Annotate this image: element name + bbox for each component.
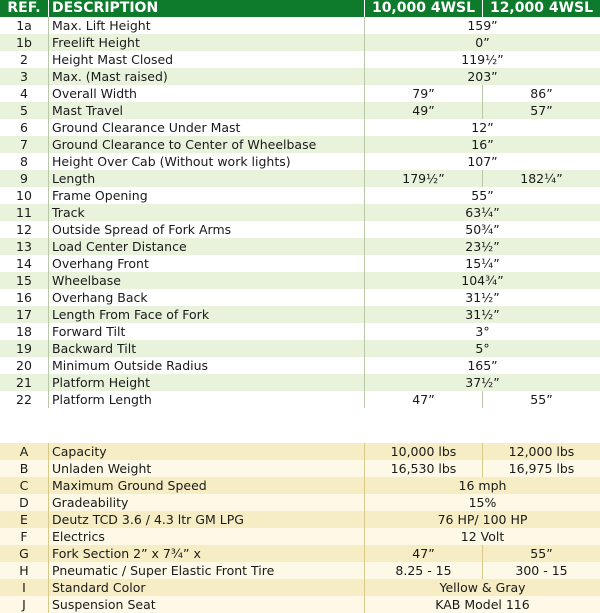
row-ref: 10: [0, 187, 49, 204]
row-ref: 7: [0, 136, 49, 153]
row-value-both: 31½”: [465, 307, 500, 322]
row-description: Ground Clearance Under Mast: [49, 119, 365, 136]
row-ref: 22: [0, 391, 49, 408]
row-ref: B: [0, 460, 49, 477]
row-value-10000: 79”: [365, 85, 483, 102]
row-value-both: 5°: [475, 341, 490, 356]
row-description: Platform Length: [49, 391, 365, 408]
row-value-12000: 12,000 lbs: [508, 444, 575, 459]
row-value-both: Yellow & Gray: [439, 580, 526, 595]
table-row: [0, 17, 600, 34]
row-description: Outside Spread of Fork Arms: [49, 221, 365, 238]
row-value-both: 203”: [467, 69, 498, 84]
row-description: Frame Opening: [49, 187, 365, 204]
row-value-both: 107”: [467, 154, 498, 169]
row-value-both: 37½”: [465, 375, 500, 390]
table-row: [0, 494, 600, 511]
table-row: [0, 357, 600, 374]
row-ref: 8: [0, 153, 49, 170]
row-description: Height Mast Closed: [49, 51, 365, 68]
row-ref: E: [0, 511, 49, 528]
row-ref: 5: [0, 102, 49, 119]
table-row: [0, 153, 600, 170]
row-description: Freelift Height: [49, 34, 365, 51]
row-ref: 6: [0, 119, 49, 136]
table-row: [0, 221, 600, 238]
row-value-both: 76 HP/ 100 HP: [437, 512, 528, 527]
table-row: [0, 528, 600, 545]
row-description: Ground Clearance to Center of Wheelbase: [49, 136, 365, 153]
row-ref: 2: [0, 51, 49, 68]
row-value-both: 15%: [468, 495, 497, 510]
row-value-both: KAB Model 116: [435, 597, 530, 612]
row-description: Capacity: [49, 443, 365, 460]
table-row: [0, 136, 600, 153]
table-header: [0, 0, 600, 17]
table-row: [0, 68, 600, 85]
table-row: [0, 289, 600, 306]
row-description: Forward Tilt: [49, 323, 365, 340]
row-value-10000: 49”: [365, 102, 483, 119]
table-row: [0, 306, 600, 323]
row-ref: 20: [0, 357, 49, 374]
table-row: [0, 119, 600, 136]
row-value-12000: 55”: [530, 546, 553, 561]
table-row: [0, 238, 600, 255]
row-ref: H: [0, 562, 49, 579]
row-value-both: 104¾”: [461, 273, 504, 288]
row-value-both: 31½”: [465, 290, 500, 305]
row-value-both: 23½”: [465, 239, 500, 254]
row-description: Deutz TCD 3.6 / 4.3 ltr GM LPG: [49, 511, 365, 528]
table-row: [0, 34, 600, 51]
row-value-both: 63¼”: [465, 205, 500, 220]
row-description: Track: [49, 204, 365, 221]
row-description: Load Center Distance: [49, 238, 365, 255]
row-value-both: 12”: [471, 120, 494, 135]
row-ref: J: [0, 596, 49, 613]
row-description: Overhang Back: [49, 289, 365, 306]
row-description: Backward Tilt: [49, 340, 365, 357]
row-description: Maximum Ground Speed: [49, 477, 365, 494]
row-value-both: 12 Volt: [460, 529, 505, 544]
header-model-10000: 10,000 4WSL: [365, 0, 483, 17]
row-description: Wheelbase: [49, 272, 365, 289]
row-value-12000: 57”: [530, 103, 553, 118]
table-row: [0, 562, 600, 579]
row-ref: F: [0, 528, 49, 545]
row-ref: D: [0, 494, 49, 511]
row-ref: 3: [0, 68, 49, 85]
row-description: Electrics: [49, 528, 365, 545]
row-value-both: 16”: [471, 137, 494, 152]
row-ref: 11: [0, 204, 49, 221]
table-row: [0, 85, 600, 102]
row-value-10000: 179½”: [365, 170, 483, 187]
row-description: Minimum Outside Radius: [49, 357, 365, 374]
dimensions-section: [0, 17, 600, 426]
row-description: Length: [49, 170, 365, 187]
table-row: [0, 51, 600, 68]
table-row: [0, 272, 600, 289]
row-value-both: 50¾”: [465, 222, 500, 237]
row-ref: 16: [0, 289, 49, 306]
row-value-10000: 16,530 lbs: [365, 460, 483, 477]
row-ref: 12: [0, 221, 49, 238]
row-value-both: 16 mph: [458, 478, 507, 493]
row-ref: 9: [0, 170, 49, 187]
table-row: [0, 443, 600, 460]
table-row: [0, 102, 600, 119]
row-description: Pneumatic / Super Elastic Front Tire: [49, 562, 365, 579]
table-row: [0, 204, 600, 221]
row-description: Max. Lift Height: [49, 17, 365, 34]
header-ref: REF.: [0, 0, 49, 17]
specifications-section: [0, 443, 600, 613]
row-description: Platform Height: [49, 374, 365, 391]
row-description: Gradeability: [49, 494, 365, 511]
row-value-both: 0”: [475, 35, 490, 50]
row-ref: G: [0, 545, 49, 562]
row-ref: 14: [0, 255, 49, 272]
row-description: Fork Section 2” x 7¾” x: [49, 545, 365, 562]
row-ref: I: [0, 579, 49, 596]
row-description: Height Over Cab (Without work lights): [49, 153, 365, 170]
section-gap: [0, 426, 600, 443]
row-ref: C: [0, 477, 49, 494]
row-description: Standard Color: [49, 579, 365, 596]
row-description: Overall Width: [49, 85, 365, 102]
table-row: [0, 374, 600, 391]
row-value-10000: 8.25 - 15: [365, 562, 483, 579]
row-value-both: 119½”: [461, 52, 504, 67]
table-row: [0, 340, 600, 357]
row-value-both: 159”: [467, 18, 498, 33]
table-row: [0, 460, 600, 477]
row-value-12000: 300 - 15: [515, 563, 568, 578]
row-value-12000: 182¼”: [520, 171, 563, 186]
row-value-12000: 55”: [530, 392, 553, 407]
row-ref: 21: [0, 374, 49, 391]
row-value-both: 165”: [467, 358, 498, 373]
header-model-12000: 12,000 4WSL: [489, 0, 594, 16]
table-row: [0, 511, 600, 528]
row-ref: 17: [0, 306, 49, 323]
table-row: [0, 170, 600, 187]
row-ref: 18: [0, 323, 49, 340]
row-value-10000: 47”: [365, 545, 483, 562]
table-row: [0, 187, 600, 204]
row-description: Mast Travel: [49, 102, 365, 119]
row-ref: A: [0, 443, 49, 460]
table-row: [0, 579, 600, 596]
row-value-both: 15¼”: [465, 256, 500, 271]
table-row: [0, 545, 600, 562]
row-ref: 4: [0, 85, 49, 102]
row-ref: 1b: [0, 34, 49, 51]
row-ref: 15: [0, 272, 49, 289]
table-row: [0, 596, 600, 613]
row-ref: 19: [0, 340, 49, 357]
row-value-both: 55”: [471, 188, 494, 203]
row-description: Length From Face of Fork: [49, 306, 365, 323]
row-value-12000: 86”: [530, 86, 553, 101]
row-value-both: 3°: [475, 324, 490, 339]
row-description: Suspension Seat: [49, 596, 365, 613]
row-description: Max. (Mast raised): [49, 68, 365, 85]
row-description: Overhang Front: [49, 255, 365, 272]
table-row: [0, 477, 600, 494]
table-row: [0, 391, 600, 408]
row-value-10000: 10,000 lbs: [365, 443, 483, 460]
row-value-12000: 16,975 lbs: [508, 461, 575, 476]
row-value-10000: 47”: [365, 391, 483, 408]
table-row: [0, 323, 600, 340]
row-ref: 1a: [0, 17, 49, 34]
row-ref: 13: [0, 238, 49, 255]
header-description: DESCRIPTION: [49, 0, 365, 17]
table-row: [0, 255, 600, 272]
row-description: Unladen Weight: [49, 460, 365, 477]
